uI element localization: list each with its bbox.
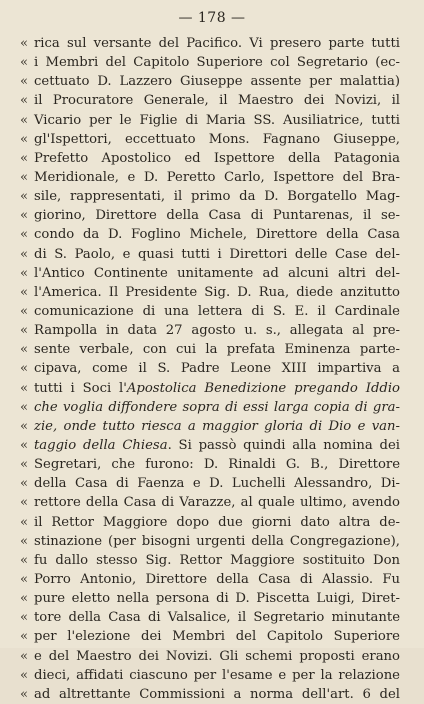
line-content: gl'Ispettori, eccettuato Mons. Fagnano Giuseppe, (34, 131, 400, 147)
line-content: per l'elezione dei Membri del Capitolo Superiore (34, 629, 400, 645)
line-content: condo da D. Foglino Michele, Direttore della Casa (34, 227, 400, 243)
line-content: cettuato D. Lazzero Giuseppe assente per malattia) (34, 74, 400, 90)
text-line (20, 149, 400, 168)
quote-mark: « (20, 533, 29, 549)
text-line (20, 570, 400, 589)
text-line (20, 685, 400, 704)
quote-mark: « (20, 610, 29, 626)
line-continuation: . Si passò quindi alla nomina dei (167, 437, 400, 453)
quote-mark: « (20, 552, 29, 568)
text-line (20, 474, 400, 493)
line-content: cipava, come il S. Padre Leone XIII impartiva a (34, 361, 400, 377)
quote-mark: « (20, 208, 29, 224)
text-line (20, 359, 400, 378)
quote-mark: « (20, 189, 29, 205)
text-line (20, 589, 400, 608)
text-line (20, 91, 400, 110)
text-line (20, 206, 400, 225)
text-line (20, 130, 400, 149)
quote-mark: « (20, 418, 29, 434)
line-content: sente verbale, con cui la prefata Eminenza parte- (34, 342, 400, 358)
line-content: Rampolla in data 27 agosto u. s., allegata al pre- (34, 323, 400, 339)
line-content: Vicario per le Figlie di Maria SS. Ausiliatrice, tutti (34, 112, 400, 128)
line-content: rica sul versante del Pacifico. Vi presero parte tutti (34, 36, 400, 51)
quote-mark: « (20, 246, 29, 262)
text-line (20, 168, 400, 187)
text-line (20, 34, 400, 53)
text-line (20, 417, 400, 436)
quote-mark: « (20, 457, 29, 473)
text-line (20, 436, 400, 455)
quote-mark: « (20, 55, 29, 71)
quote-mark: « (20, 323, 29, 339)
line-content: stinazione (per bisogni urgenti della Congregazione), (34, 533, 400, 549)
quote-mark: « (20, 36, 29, 51)
quote-mark: « (20, 112, 29, 128)
quote-mark: « (20, 591, 29, 607)
line-content: i Membri del Capitolo Superiore col Segretario (ec- (34, 55, 400, 71)
text-line (20, 53, 400, 72)
text-line (20, 666, 400, 685)
text-line (20, 283, 400, 302)
line-content: tore della Casa di Valsalice, il Segretario minutante (34, 610, 400, 626)
quote-mark: « (20, 437, 29, 453)
quote-mark: « (20, 514, 29, 530)
line-content: fu dallo stesso Sig. Rettor Maggiore sostituito Don (34, 552, 400, 568)
quote-mark: « (20, 93, 29, 109)
line-content: della Casa di Faenza e D. Luchelli Alessandro, Di- (34, 476, 400, 492)
text-line (20, 321, 400, 340)
text-line (20, 245, 400, 264)
text-line (20, 647, 400, 666)
italic-text: Apostolica Benedizione pregando Iddio (126, 380, 400, 396)
line-content: il Procuratore Generale, il Maestro dei Novizi, il (34, 93, 400, 109)
italic-text: taggio della Chiesa (34, 437, 168, 453)
text-line (20, 608, 400, 627)
text-line (20, 264, 400, 283)
quote-mark: « (20, 265, 29, 281)
quote-mark: « (20, 495, 29, 511)
line-content: e del Maestro dei Novizi. Gli schemi proposti erano (34, 648, 400, 664)
quote-mark: « (20, 131, 29, 147)
text-line (20, 398, 400, 417)
quote-mark: « (20, 361, 29, 377)
text-line (20, 379, 400, 398)
quote-mark: « (20, 150, 29, 166)
quote-mark: « (20, 303, 29, 319)
line-content: ad altrettante Commissioni a norma dell'art. 6 del (34, 686, 400, 702)
text-line (20, 340, 400, 359)
line-content: pure eletto nella persona di D. Piscetta Luigi, Diret- (34, 591, 400, 607)
text-line (20, 551, 400, 570)
text-line (20, 455, 400, 474)
text-line (20, 493, 400, 512)
line-content: Segretari, che furono: D. Rinaldi G. B., Direttore (34, 457, 400, 473)
line-content: che voglia diffondere sopra di essi larga copia di gra- (34, 399, 400, 415)
line-content: Prefetto Apostolico ed Ispettore della Patagonia (34, 150, 400, 166)
quote-mark: « (20, 227, 29, 243)
quote-mark: « (20, 399, 29, 415)
text-line (20, 111, 400, 130)
line-content: zie, onde tutto riesca a maggior gloria di Dio e van- (34, 418, 400, 434)
quote-mark: « (20, 476, 29, 492)
page-number: — 178 — (178, 10, 246, 26)
line-content: Porro Antonio, Direttore della Casa di Alassio. Fu (34, 571, 400, 587)
quote-mark: « (20, 629, 29, 645)
text-line (20, 72, 400, 91)
line-content: dieci, affidati ciascuno per l'esame e per la relazione (34, 667, 400, 683)
quote-mark: « (20, 571, 29, 587)
line-content: l'Antico Continente unitamente ad alcuni altri del- (34, 265, 400, 281)
quote-mark: « (20, 342, 29, 358)
body-text (20, 34, 400, 704)
quote-mark: « (20, 169, 29, 185)
text-line (20, 302, 400, 321)
line-content: rettore della Casa di Varazze, al quale ultimo, avendo (34, 495, 400, 511)
line-content: Meridionale, e D. Peretto Carlo, Ispettore del Bra- (34, 169, 400, 185)
text-line (20, 187, 400, 206)
line-content: tutti i Soci l'Apostolica Benedizione pregando Iddio (34, 380, 400, 396)
line-content: il Rettor Maggiore dopo due giorni dato altra de- (34, 514, 400, 530)
quote-mark: « (20, 380, 29, 396)
quote-mark: « (20, 667, 29, 683)
text-line (20, 532, 400, 551)
quote-mark: « (20, 686, 29, 702)
line-content: l'America. Il Presidente Sig. D. Rua, diede anzitutto (34, 284, 400, 300)
text-line (20, 225, 400, 244)
quote-mark: « (20, 74, 29, 90)
quote-mark: « (20, 648, 29, 664)
line-content: comunicazione di una lettera di S. E. il Cardinale (34, 303, 400, 319)
quote-mark: « (20, 284, 29, 300)
line-content: giorino, Direttore della Casa di Puntarenas, il se- (34, 208, 400, 224)
line-content: di S. Paolo, e quasi tutti i Direttori delle Case del- (34, 246, 400, 262)
text-line (20, 627, 400, 646)
line-content (34, 436, 400, 455)
line-content: sile, rappresentati, il primo da D. Borgatello Mag- (34, 189, 400, 205)
text-line (20, 513, 400, 532)
